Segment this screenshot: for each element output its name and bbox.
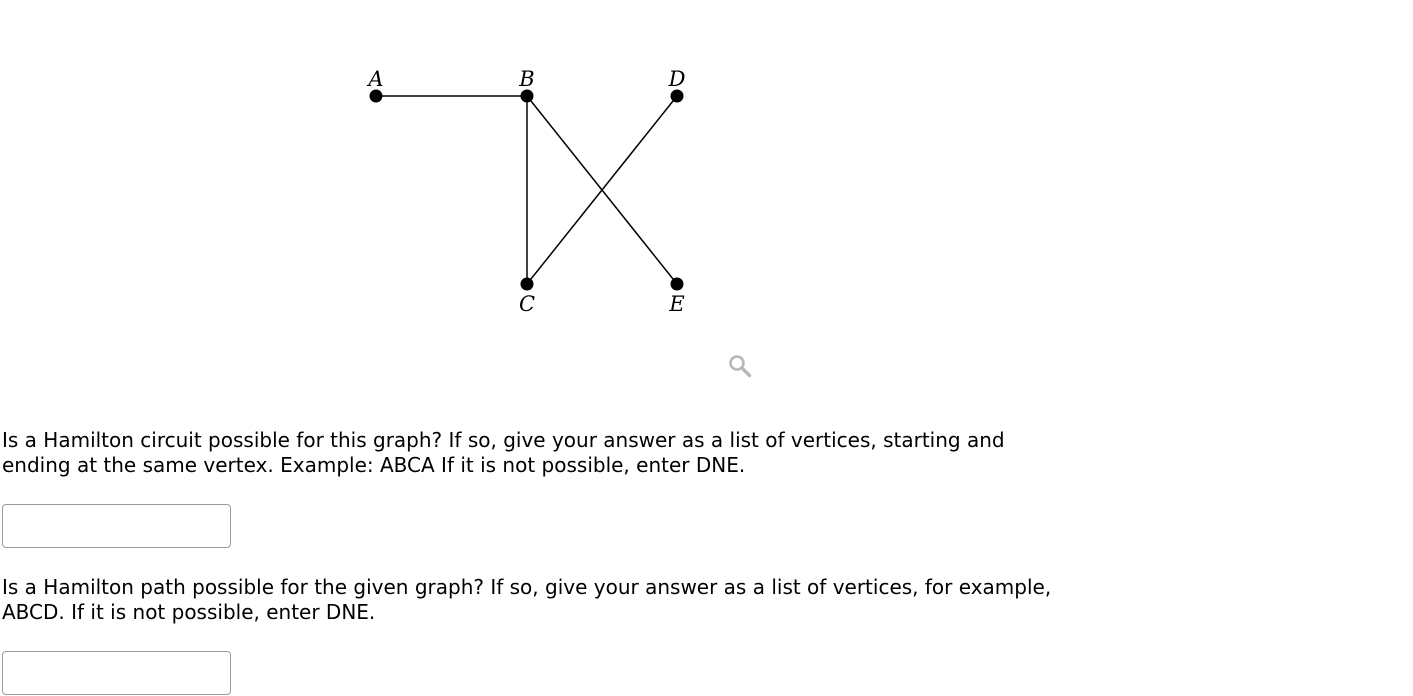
graph-figure xyxy=(0,0,1413,330)
graph-vertex-label-A: A xyxy=(368,67,384,91)
hamilton-circuit-answer-input[interactable] xyxy=(2,504,231,548)
hamilton-circuit-question: Is a Hamilton circuit possible for this graph? If so, give your answer as a list of vertices, starting and ending at the same vertex. Example: ABCA If it is not possible, enter DNE. xyxy=(2,428,1005,477)
hamilton-path-answer-input[interactable] xyxy=(2,651,231,695)
graph-vertex-label-C: C xyxy=(518,292,536,316)
hamilton-path-question: Is a Hamilton path possible for the given graph? If so, give your answer as a list of vertices, for example, ABCD. If it is not possible, enter DNE. xyxy=(2,575,1052,624)
graph-vertex-E xyxy=(671,278,684,291)
graph-vertex-label-D: D xyxy=(668,67,686,91)
graph-edges xyxy=(376,96,677,284)
magnifier-icon xyxy=(726,352,754,380)
graph-vertex-D xyxy=(671,90,684,103)
graph-vertex-C xyxy=(521,278,534,291)
graph-vertex-label-B: B xyxy=(519,67,535,91)
zoom-magnifier-button[interactable] xyxy=(726,352,754,380)
graph-vertex-label-E: E xyxy=(669,292,685,316)
graph-vertex-B xyxy=(521,90,534,103)
graph-vertex-A xyxy=(370,90,383,103)
